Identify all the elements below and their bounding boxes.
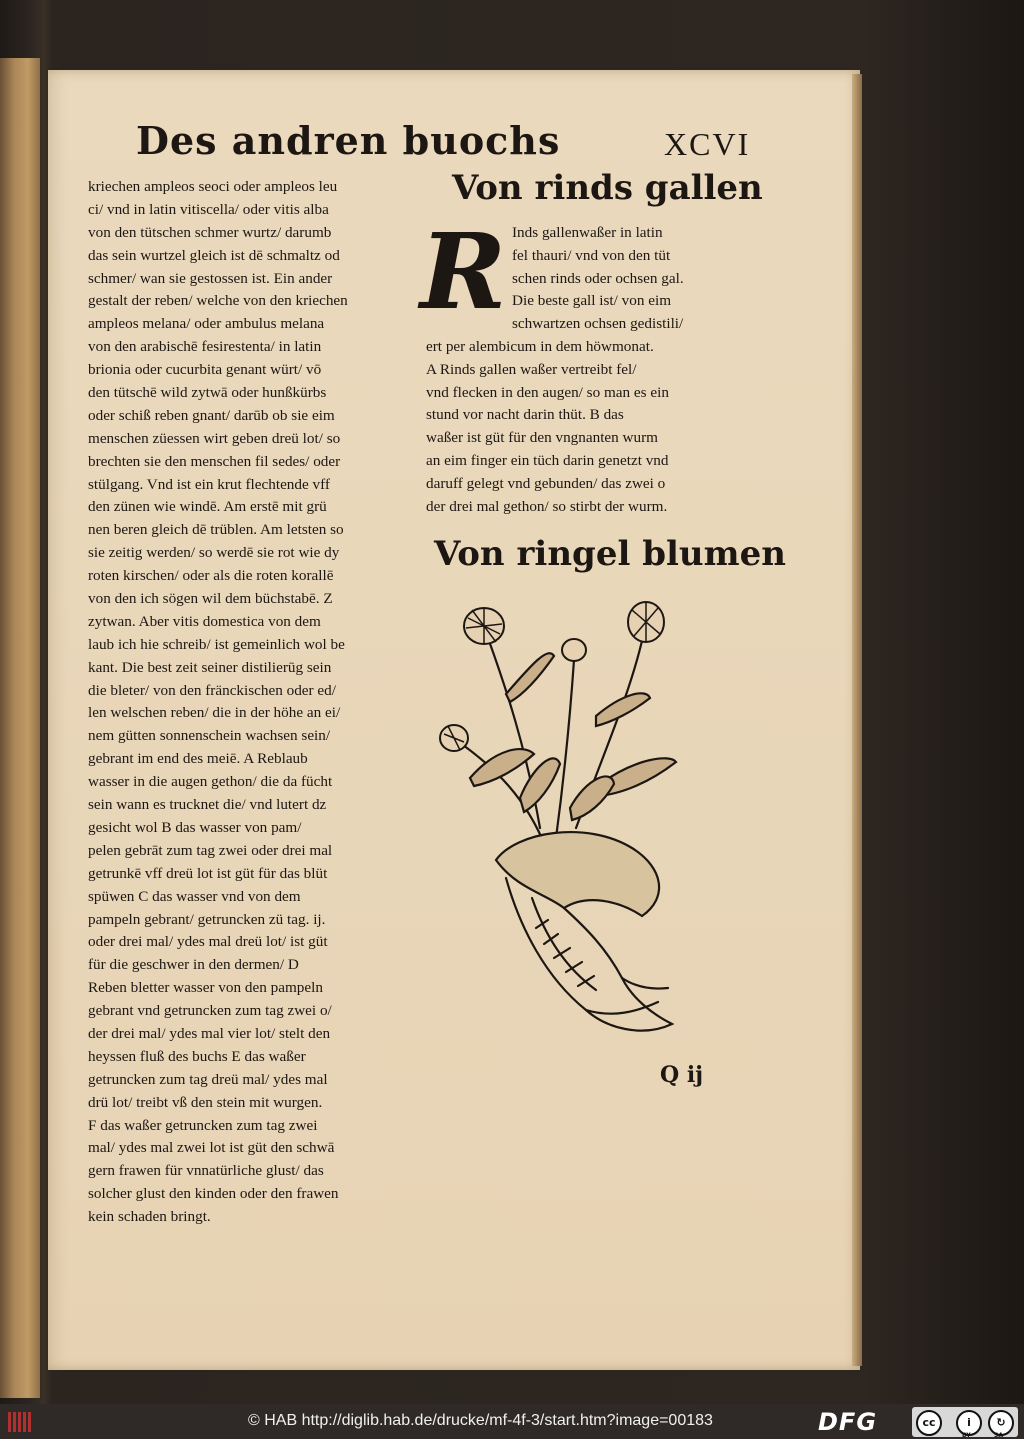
text-line: den tütschē wild zytwā oder hunßkürbs: [88, 384, 327, 402]
text-line: oder schiß reben gnant/ darūb ob sie eim: [88, 406, 335, 424]
attribution-icon: i: [956, 1410, 982, 1436]
text-line: ampleos melana/ oder ambulus melana: [88, 315, 325, 333]
text-line: roten kirschen/ oder als die roten korallē: [88, 567, 334, 585]
viewer-footer-bar: [0, 1404, 1024, 1439]
cc-icon: cc: [916, 1410, 942, 1436]
text-line: gebrant im end des meiē. A Reblaub: [88, 750, 308, 768]
text-line: kant. Die best zeit seiner distilierūg sein: [88, 658, 332, 676]
text-line: mal/ ydes mal zwei lot ist güt den schwā: [88, 1139, 335, 1157]
text-line: gesicht wol B das wasser von pam/: [88, 818, 302, 836]
page-fore-edge: [852, 74, 862, 1366]
text-line: der drei mal gethon/ so stirbt der wurm.: [426, 497, 668, 515]
decorated-initial: R: [420, 210, 507, 333]
text-line: drü lot/ treibt vß den stein mit wurgen.: [88, 1093, 323, 1111]
text-line: von den tütschen schmer wurtz/ darumb: [88, 223, 332, 241]
cc-license-badge[interactable]: [912, 1407, 1018, 1437]
text-line: an eim finger ein tüch darin genetzt vnd: [426, 451, 669, 469]
text-line: schmer/ wan sie gestossen ist. Ein ander: [88, 269, 333, 287]
text-line: kein schaden bringt.: [88, 1208, 211, 1226]
text-line: von den arabischē fesirestenta/ in latin: [88, 338, 322, 356]
text-line: die bleter/ von den fränckischen oder ed/: [88, 681, 336, 699]
text-line: getrunkē vff dreü lot ist güt für das blüt: [88, 864, 328, 882]
text-line: nen beren gleich dē trüblen. Am letsten so: [88, 521, 344, 539]
text-line: der drei mal/ ydes mal vier lot/ stelt den: [88, 1024, 331, 1042]
text-line: F das waßer getruncken zum tag zwei: [88, 1116, 318, 1134]
text-line: brionia oder cucurbita genant würt/ vō: [88, 361, 322, 379]
text-line: len welschen reben/ die in der höhe an ei/: [88, 704, 341, 722]
text-line: heyssen fluß des buchs E das waßer: [88, 1047, 306, 1065]
text-line: gestalt der reben/ welche von den kriechen: [88, 292, 348, 310]
text-line: solcher glust den kinden oder den frawen: [88, 1185, 339, 1203]
text-line: Die beste gall ist/ von eim: [512, 292, 672, 310]
running-title: Des andren buochs: [136, 118, 561, 163]
text-line: stülgang. Vnd ist ein krut flechtende vff: [88, 475, 330, 493]
text-line: für die geschwer in den dermen/ D: [88, 956, 299, 974]
text-line: sie zeitig werden/ so werdē sie rot wie dy: [88, 544, 340, 562]
text-line: von den ich sögen wil dem büchstabē. Z: [88, 590, 333, 608]
text-line: menschen züessen wirt geben dreü lot/ so: [88, 429, 341, 447]
source-url-link[interactable]: © HAB http://diglib.hab.de/drucke/mf-4f-3/start.htm?image=00183: [248, 1412, 713, 1429]
text-line: den zünen wie windē. Am erstē mit grü: [88, 498, 327, 516]
text-line: pelen gebrāt zum tag zwei oder drei mal: [88, 841, 333, 859]
section-title-ringel-blumen: Von ringel blumen: [434, 534, 786, 574]
dfg-logo[interactable]: DFG: [818, 1408, 878, 1436]
text-line: brechten sie den menschen fil sedes/ oder: [88, 452, 341, 470]
text-line: getruncken zum tag dreü mal/ ydes mal: [88, 1070, 328, 1088]
text-line: wasser in die augen gethon/ die da fücht: [88, 773, 333, 791]
text-line: waßer ist güt für den vngnanten wurm: [426, 429, 658, 447]
text-line: ert per alembicum in dem höwmonat.: [426, 337, 654, 355]
license-sa-label: SA: [994, 1432, 1003, 1439]
text-line: ci/ vnd in latin vitiscella/ oder vitis alba: [88, 200, 329, 218]
folio-number: XCVI: [664, 126, 751, 162]
text-line: A Rinds gallen waßer vertreibt fel/: [426, 360, 637, 378]
text-line: schen rinds oder ochsen gal.: [512, 269, 684, 287]
marigold-woodcut-icon: [436, 598, 696, 1054]
text-line: oder drei mal/ ydes mal dreü lot/ ist güt: [88, 933, 328, 951]
text-line: stund vor nacht darin thüt. B das: [426, 406, 624, 424]
text-line: Inds gallenwaßer in latin: [512, 224, 663, 241]
text-line: schwartzen ochsen gedistili/: [512, 315, 684, 333]
text-line: kriechen ampleos seoci oder ampleos leu: [88, 178, 338, 195]
text-line: pampeln gebrant/ getruncken zü tag. ij.: [88, 910, 326, 928]
signature-mark: Q ij: [660, 1062, 704, 1088]
facing-page-edge: [0, 58, 40, 1398]
library-logo-icon: [6, 1410, 36, 1434]
right-text-column: [420, 210, 740, 515]
text-line: fel thauri/ vnd von den tüt: [512, 246, 671, 264]
text-line: zytwan. Aber vitis domestica von dem: [88, 612, 321, 630]
share-alike-icon: ↻: [988, 1410, 1014, 1436]
text-line: gern frawen für vnnatürliche glust/ das: [88, 1162, 324, 1180]
text-line: Reben bletter wasser von den pampeln: [88, 979, 323, 997]
text-line: laub ich hie schreib/ ist gemeinlich wol be: [88, 635, 345, 653]
text-line: gebrant vnd getruncken zum tag zwei o/: [88, 1002, 332, 1020]
left-text-column: [88, 176, 410, 1226]
text-line: nem gütten sonnenschein wachsen sein/: [88, 727, 331, 745]
text-line: das sein wurtzel gleich ist dē schmaltz od: [88, 246, 340, 264]
text-line: daruff gelegt vnd gebunden/ das zwei o: [426, 474, 666, 492]
license-by-label: BY: [962, 1432, 971, 1439]
text-line: sein wann es trucknet die/ vnd lutert dz: [88, 796, 327, 814]
text-line: spüwen C das wasser vnd von dem: [88, 887, 301, 905]
text-line: vnd flecken in den augen/ so man es ein: [426, 383, 669, 401]
section-title-rinds-gallen: Von rinds gallen: [452, 168, 763, 208]
